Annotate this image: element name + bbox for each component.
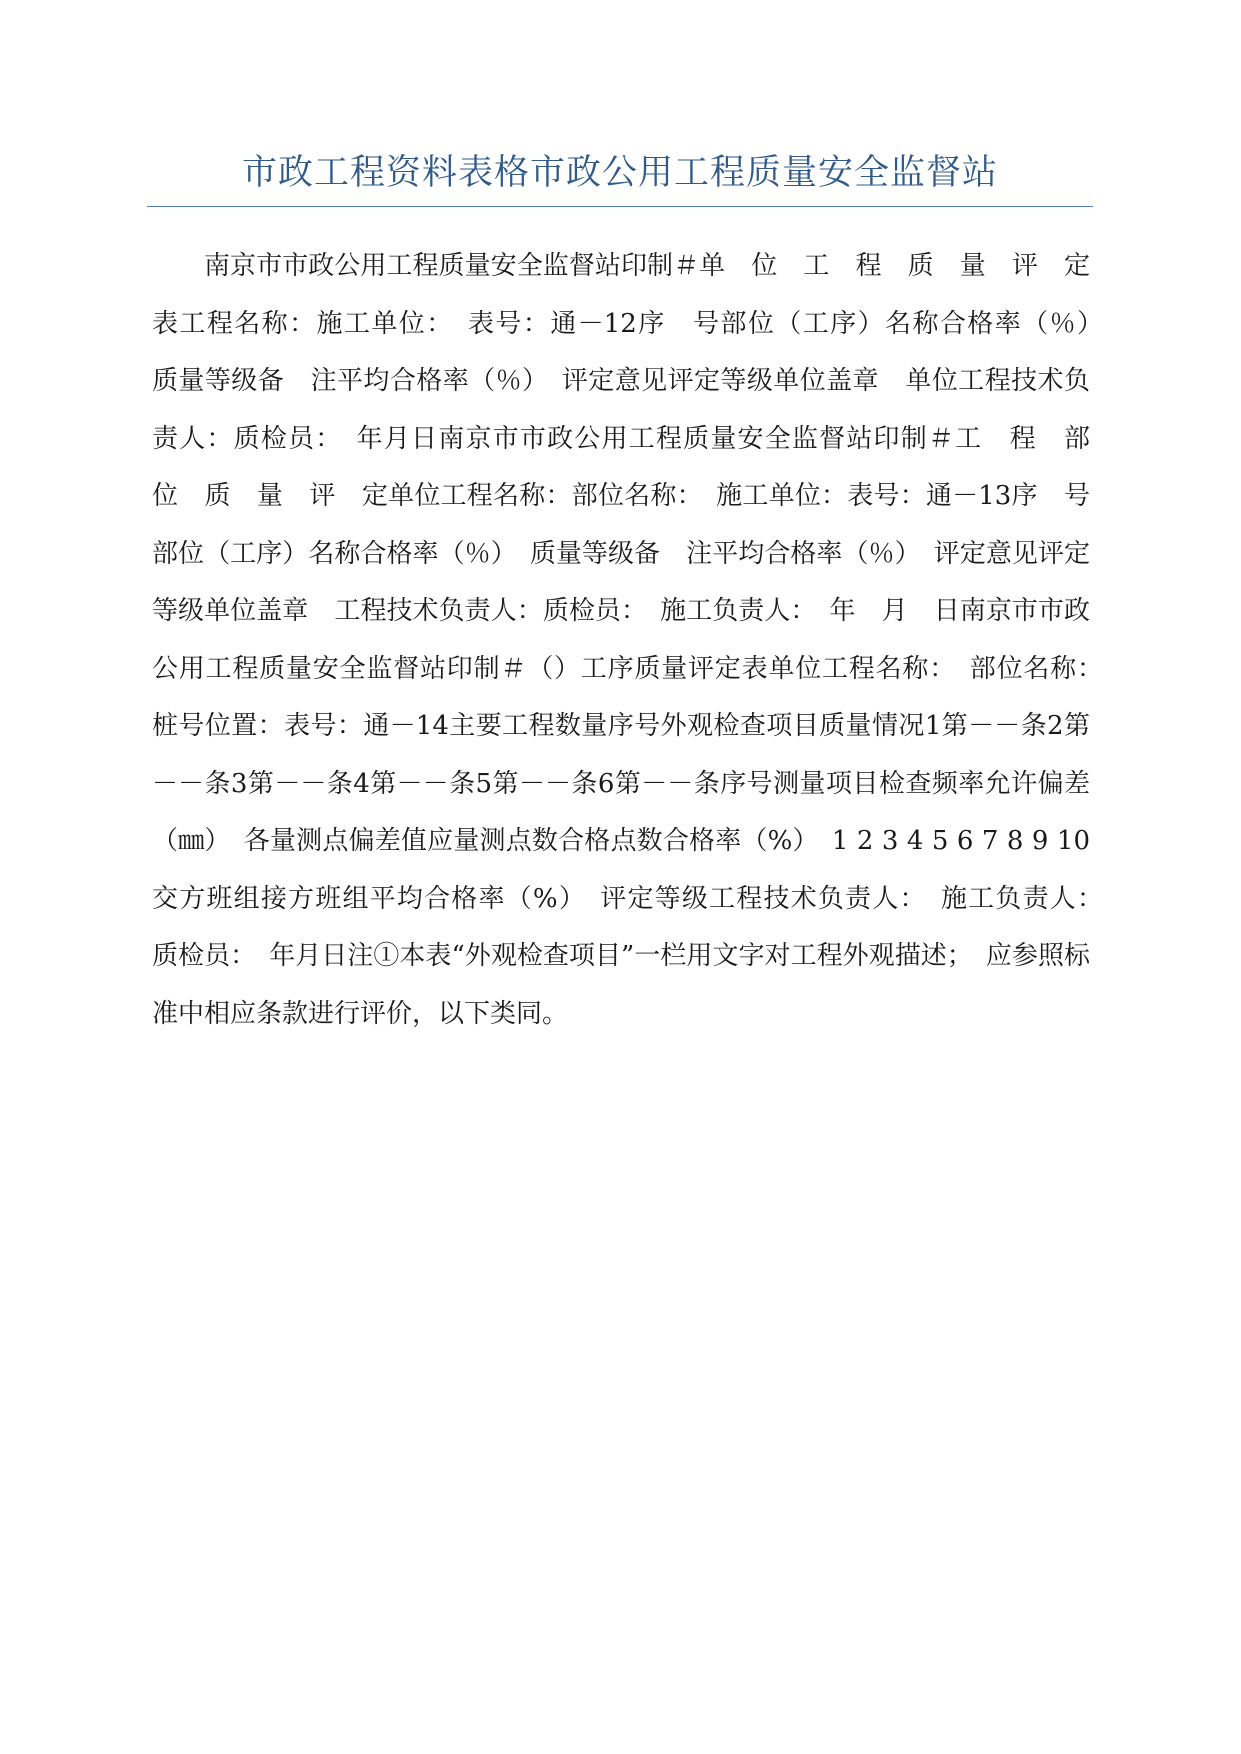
document-body: 南京市市政公用工程质量安全监督站印制＃单 位 工 程 质 量 评 定 表工程名称：施工单位： 表号：通－12序 号部位（工序）名称合格率（％） 质量等级备 注平均合格率（％） 评定意见评定等级单位盖章 单位工程技术负责人：质检员： 年月日南京市市政公用工程质量安全监督站印制＃工 程 部 位 质 量 评 定单位工程名称：部位名称： 施工单位：表号：通－13序 号部位（工序）名称合格率（％） 质量等级备 注平均合格率（％） 评定意见评定等级单位盖章 工程技术负责人：质检员： 施工负责人： 年 月 日南京市市政公用工程质量安全监督站印制＃（）工序质量评定表单位工程名称： 部位名称： 桩号位置：表号：通－14主要工程数量序号外观检查项目质量情况1第－－条2第－－条3第－－条4第－－条5第－－条6第－－条序号测量项目检查频率允许偏差（㎜） 各量测点偏差值应量测点数合格点数合格率（%） 1 2 3 4 5 6 7 8 9 10交方班组接方班组平均合格率（%） 评定等级工程技术负责人： 施工负责人： 质检员： 年月日注①本表“外观检查项目”一栏用文字对工程外观描述； 应参照标准中相应条款进行评价，以下类同。 xyxy=(152,251,1117,1029)
title-divider xyxy=(147,206,1093,207)
document-title: 市政工程资料表格市政公用工程质量安全监督站 xyxy=(241,153,998,193)
